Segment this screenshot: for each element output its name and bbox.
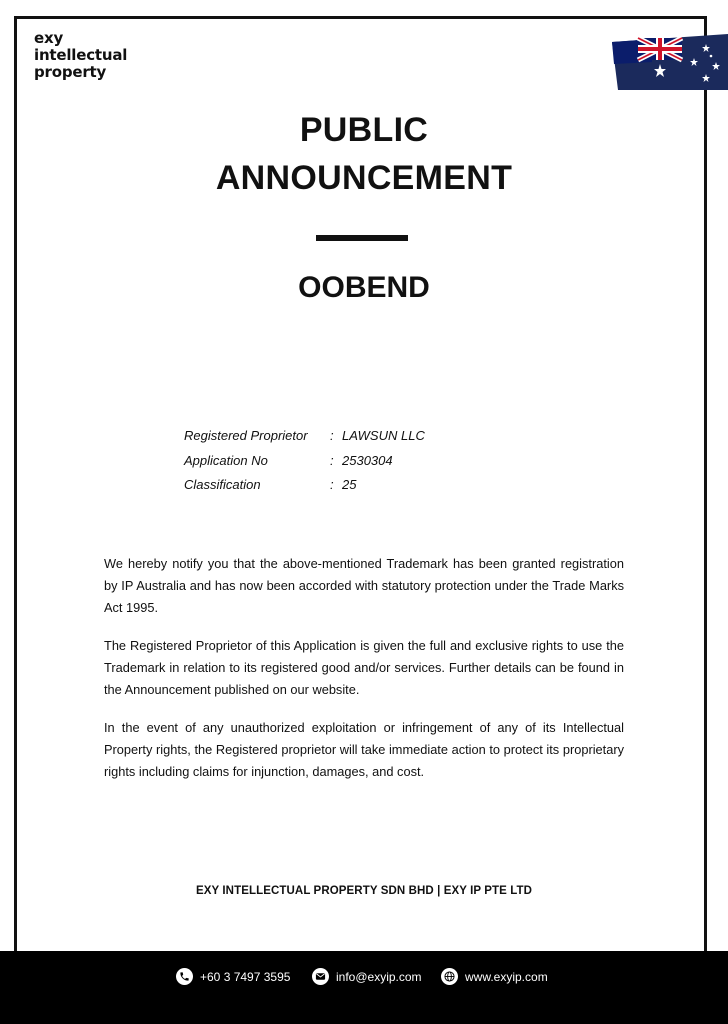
detail-colon: :: [330, 452, 334, 468]
trademark-details: [184, 424, 425, 498]
australia-flag-icon: [612, 34, 728, 90]
title-divider: [316, 235, 408, 241]
logo-line-3: property: [34, 63, 107, 81]
announcement-body: [104, 553, 624, 799]
email-address: info@exyip.com: [336, 969, 422, 984]
detail-colon: :: [330, 477, 334, 492]
detail-label: Classification: [184, 477, 261, 492]
logo-line-1: exy: [34, 29, 64, 47]
phone-icon: [176, 968, 193, 985]
company-names: EXY INTELLECTUAL PROPERTY SDN BHD | EXY IP PTE LTD: [195, 885, 533, 897]
logo-line-2: intellectual: [34, 46, 128, 64]
company-logo: [34, 30, 127, 81]
detail-value: LAWSUN LLC: [342, 428, 425, 443]
email-icon: [312, 968, 329, 985]
announcement-title-line-2: ANNOUNCEMENT: [215, 159, 513, 197]
contact-website[interactable]: [441, 968, 548, 985]
detail-label: Application No: [184, 452, 268, 468]
detail-row-application-no: [184, 449, 425, 474]
paragraph-2: The Registered Proprietor of this Application is given the full and exclusive rights to use the Trademark in relation to its registered good and/or services. Further details can be found in the Announcement published on our website.: [104, 638, 624, 697]
detail-row-classification: [184, 473, 425, 498]
detail-colon: :: [330, 428, 334, 443]
detail-label: Registered Proprietor: [184, 428, 308, 443]
globe-icon: [441, 968, 458, 985]
footer-bar: [0, 951, 728, 1024]
contact-phone[interactable]: [176, 968, 290, 985]
announcement-title-line-1: PUBLIC: [299, 111, 429, 149]
detail-value: 2530304: [342, 452, 393, 468]
website-url: www.exyip.com: [465, 969, 548, 984]
contact-email[interactable]: [312, 968, 422, 985]
detail-value: 25: [342, 477, 357, 492]
paragraph-3: In the event of any unauthorized exploitation or infringement of any of its Intellectual Property rights, the Registered proprietor will take immediate action to protect its proprietary rights including claims for injunction, damages, and cost.: [104, 720, 624, 779]
paragraph-1: We hereby notify you that the above-mentioned Trademark has been granted registration by IP Australia and has now been accorded with statutory protection under the Trade Marks Act 1995.: [104, 556, 624, 615]
detail-row-proprietor: [184, 424, 425, 449]
trademark-name: OOBEND: [298, 271, 430, 304]
phone-number: +60 3 7497 3595: [200, 969, 291, 984]
